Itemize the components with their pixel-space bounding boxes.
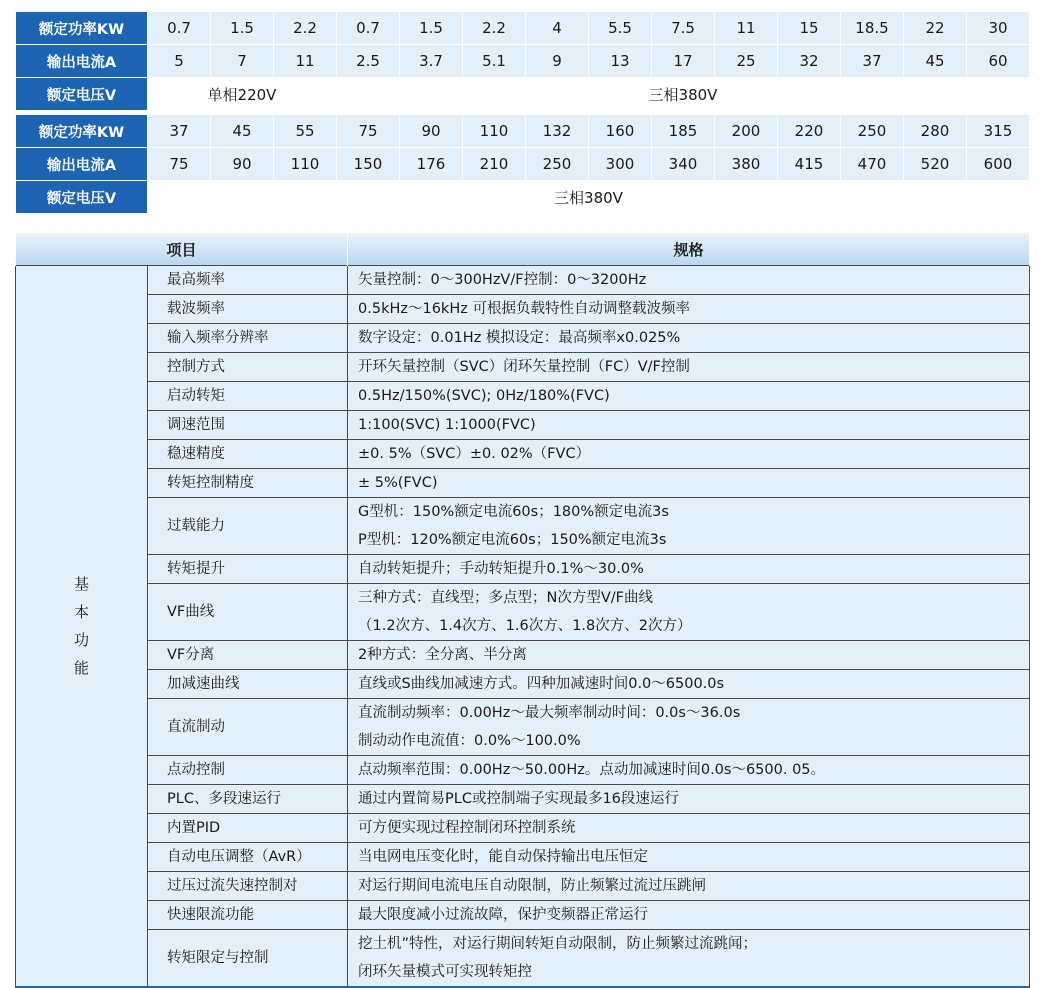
spec-line: ±0. 5%（SVC）±0. 02%（FVC） (358, 446, 591, 462)
value-cell: 1.5 (400, 12, 463, 45)
spec-item: 过压过流失速控制对 (148, 872, 348, 901)
value-cell: 415 (778, 148, 841, 181)
spec-item: 输入频率分辨率 (148, 324, 348, 353)
spec-line: P型机：120%额定电流60s；150%额定电流3s (358, 532, 667, 548)
spec-row (16, 756, 1030, 785)
spec-line: 三种方式：直线型；多点型；N次方型V/F曲线 (358, 590, 654, 606)
spec-line: （1.2次方、1.4次方、1.6次方、1.8次方、2次方） (358, 618, 692, 634)
spec-row (16, 843, 1030, 872)
value-cell: 22 (904, 12, 967, 45)
value-cell: 250 (841, 115, 904, 148)
spec-line: 数字设定：0.01Hz 模拟设定：最高频率x0.025% (358, 330, 681, 346)
spec-value (348, 641, 1030, 670)
spec-value (348, 295, 1030, 324)
value-cell: 75 (148, 148, 211, 181)
spec-item: 快速限流功能 (148, 901, 348, 930)
ratings-row (16, 12, 1030, 45)
spec-line: 通过内置简易PLC或控制端子实现最多16段速运行 (358, 791, 679, 807)
value-cell: 30 (967, 12, 1030, 45)
voltage-three-phase: 三相380V (337, 78, 1030, 111)
row-label: 输出电流A (16, 45, 148, 78)
spec-item: 转矩控制精度 (148, 469, 348, 498)
spec-value (348, 353, 1030, 382)
spec-row (16, 295, 1030, 324)
value-cell: 17 (652, 45, 715, 78)
spec-item: 转矩限定与控制 (148, 930, 348, 988)
spec-value (348, 266, 1030, 295)
spec-value (348, 785, 1030, 814)
spec-value (348, 814, 1030, 843)
ratings-row (16, 45, 1030, 78)
row-label: 额定功率KW (16, 12, 148, 45)
spec-row (16, 785, 1030, 814)
value-cell: 0.7 (148, 12, 211, 45)
spec-header-row (16, 233, 1030, 266)
spec-line: 开环矢量控制（SVC）闭环矢量控制（FC）V/F控制 (358, 359, 690, 375)
value-cell: 5.1 (463, 45, 526, 78)
spec-value (348, 843, 1030, 872)
spec-item: 稳速精度 (148, 440, 348, 469)
spec-item: VF曲线 (148, 584, 348, 641)
spec-line: 点动频率范围：0.00Hz～50.00Hz。点动加减速时间0.0s～6500. 05。 (358, 762, 826, 778)
value-cell: 25 (715, 45, 778, 78)
value-cell: 200 (715, 115, 778, 148)
spec-row (16, 699, 1030, 756)
value-cell: 300 (589, 148, 652, 181)
spec-item: 内置PID (148, 814, 348, 843)
value-cell: 37 (148, 115, 211, 148)
spec-item: 自动电压调整（AvR） (148, 843, 348, 872)
spec-row (16, 411, 1030, 440)
spec-line: 直线或S曲线加减速方式。四种加减速时间0.0～6500.0s (358, 676, 725, 692)
value-cell: 110 (274, 148, 337, 181)
spec-item: 过载能力 (148, 498, 348, 555)
spec-line: 闭环矢量模式可实现转矩控 (358, 964, 533, 980)
spec-item: 载波频率 (148, 295, 348, 324)
value-cell: 60 (967, 45, 1030, 78)
group-label (16, 266, 148, 988)
value-cell: 13 (589, 45, 652, 78)
spec-value (348, 756, 1030, 785)
spec-row (16, 584, 1030, 641)
spec-row (16, 901, 1030, 930)
spec-row (16, 266, 1030, 295)
spec-value (348, 670, 1030, 699)
value-cell: 55 (274, 115, 337, 148)
value-cell: 9 (526, 45, 589, 78)
value-cell: 7 (211, 45, 274, 78)
spec-row (16, 469, 1030, 498)
value-cell: 600 (967, 148, 1030, 181)
spec-line: 制动动作电流值：0.0%～100.0% (358, 733, 581, 749)
spec-item: 点动控制 (148, 756, 348, 785)
value-cell: 210 (463, 148, 526, 181)
value-cell: 470 (841, 148, 904, 181)
spec-row (16, 382, 1030, 411)
spec-item: 直流制动 (148, 699, 348, 756)
value-cell: 11 (715, 12, 778, 45)
value-cell: 32 (778, 45, 841, 78)
spec-value (348, 930, 1030, 988)
spec-line: 0.5Hz/150%(SVC); 0Hz/180%(FVC) (358, 388, 610, 404)
spec-value (348, 498, 1030, 555)
value-cell: 5 (148, 45, 211, 78)
spec-item: 调速范围 (148, 411, 348, 440)
value-cell: 3.7 (400, 45, 463, 78)
value-cell: 1.5 (211, 12, 274, 45)
value-cell: 37 (841, 45, 904, 78)
row-label: 输出电流A (16, 148, 148, 181)
spec-value (348, 699, 1030, 756)
header-spec: 规格 (348, 233, 1030, 266)
value-cell: 160 (589, 115, 652, 148)
spec-row (16, 353, 1030, 382)
spec-line: 挖土机”特性，对运行期间转矩自动限制，防止频繁过流跳闻； (358, 936, 758, 952)
value-cell: 110 (463, 115, 526, 148)
spec-line: 0.5kHz～16kHz 可根据负载特性自动调整载波频率 (358, 301, 690, 317)
spec-line: 1:100(SVC) 1:1000(FVC) (358, 417, 536, 433)
value-cell: 280 (904, 115, 967, 148)
header-item: 项目 (16, 233, 348, 266)
spec-table (15, 233, 1030, 988)
row-label: 额定功率KW (16, 115, 148, 148)
spec-line: 对运行期间电流电压自动限制，防止频繁过流过压跳闸 (358, 878, 707, 894)
spec-row (16, 324, 1030, 353)
voltage-three-phase: 三相380V (148, 181, 1030, 214)
value-cell: 5.5 (589, 12, 652, 45)
spec-item: 控制方式 (148, 353, 348, 382)
group-label-char: 基 (73, 575, 89, 593)
spec-row (16, 872, 1030, 901)
spec-value (348, 584, 1030, 641)
group-label-char: 能 (73, 659, 89, 677)
value-cell: 75 (337, 115, 400, 148)
spec-row (16, 814, 1030, 843)
spec-value (348, 324, 1030, 353)
value-cell: 15 (778, 12, 841, 45)
spec-value (348, 382, 1030, 411)
value-cell: 132 (526, 115, 589, 148)
value-cell: 2.2 (274, 12, 337, 45)
spec-row (16, 641, 1030, 670)
spec-line: ± 5%(FVC) (358, 475, 438, 491)
value-cell: 220 (778, 115, 841, 148)
spec-value (348, 411, 1030, 440)
value-cell: 90 (400, 115, 463, 148)
value-cell: 7.5 (652, 12, 715, 45)
value-cell: 340 (652, 148, 715, 181)
value-cell: 520 (904, 148, 967, 181)
value-cell: 150 (337, 148, 400, 181)
spec-value (348, 469, 1030, 498)
spec-item: VF分离 (148, 641, 348, 670)
spec-value (348, 440, 1030, 469)
spec-row (16, 930, 1030, 988)
spec-row (16, 440, 1030, 469)
spec-item: 加减速曲线 (148, 670, 348, 699)
value-cell: 176 (400, 148, 463, 181)
row-label: 额定电压V (16, 181, 148, 214)
spec-value (348, 872, 1030, 901)
spec-line: 当电网电压变化时，能自动保持输出电压恒定 (358, 849, 649, 865)
ratings-row (16, 115, 1030, 148)
ratings-row (16, 181, 1030, 214)
spec-row (16, 498, 1030, 555)
spec-line: 直流制动频率：0.00Hz～最大频率制动时间：0.0s～36.0s (358, 705, 741, 721)
spec-line: 2种方式：全分离、半分离 (358, 647, 527, 663)
value-cell: 185 (652, 115, 715, 148)
value-cell: 45 (211, 115, 274, 148)
spec-value (348, 901, 1030, 930)
spec-item: 最高频率 (148, 266, 348, 295)
group-label-char: 功 (73, 631, 89, 649)
row-label: 额定电压V (16, 78, 148, 111)
spec-row (16, 555, 1030, 584)
value-cell: 380 (715, 148, 778, 181)
spec-item: 启动转矩 (148, 382, 348, 411)
value-cell: 315 (967, 115, 1030, 148)
spec-line: G型机：150%额定电流60s；180%额定电流3s (358, 504, 669, 520)
spec-line: 可方便实现过程控制闭环控制系统 (358, 820, 576, 836)
ratings-row (16, 148, 1030, 181)
spec-line: 最大限度减小过流故障，保护变频器正常运行 (358, 907, 649, 923)
ratings-table (15, 11, 1030, 214)
group-label-char: 本 (73, 603, 89, 621)
ratings-row (16, 78, 1030, 111)
value-cell: 11 (274, 45, 337, 78)
value-cell: 2.2 (463, 12, 526, 45)
value-cell: 45 (904, 45, 967, 78)
spec-line: 矢量控制：0～300HzV/F控制：0～3200Hz (358, 272, 647, 288)
value-cell: 0.7 (337, 12, 400, 45)
value-cell: 90 (211, 148, 274, 181)
voltage-single-phase: 单相220V (148, 78, 337, 111)
spec-item: 转矩提升 (148, 555, 348, 584)
value-cell: 2.5 (337, 45, 400, 78)
spec-line: 自动转矩提升；手动转矩提升0.1%～30.0% (358, 561, 644, 577)
spec-row (16, 670, 1030, 699)
spec-value (348, 555, 1030, 584)
value-cell: 250 (526, 148, 589, 181)
value-cell: 4 (526, 12, 589, 45)
value-cell: 18.5 (841, 12, 904, 45)
spec-item: PLC、多段速运行 (148, 785, 348, 814)
